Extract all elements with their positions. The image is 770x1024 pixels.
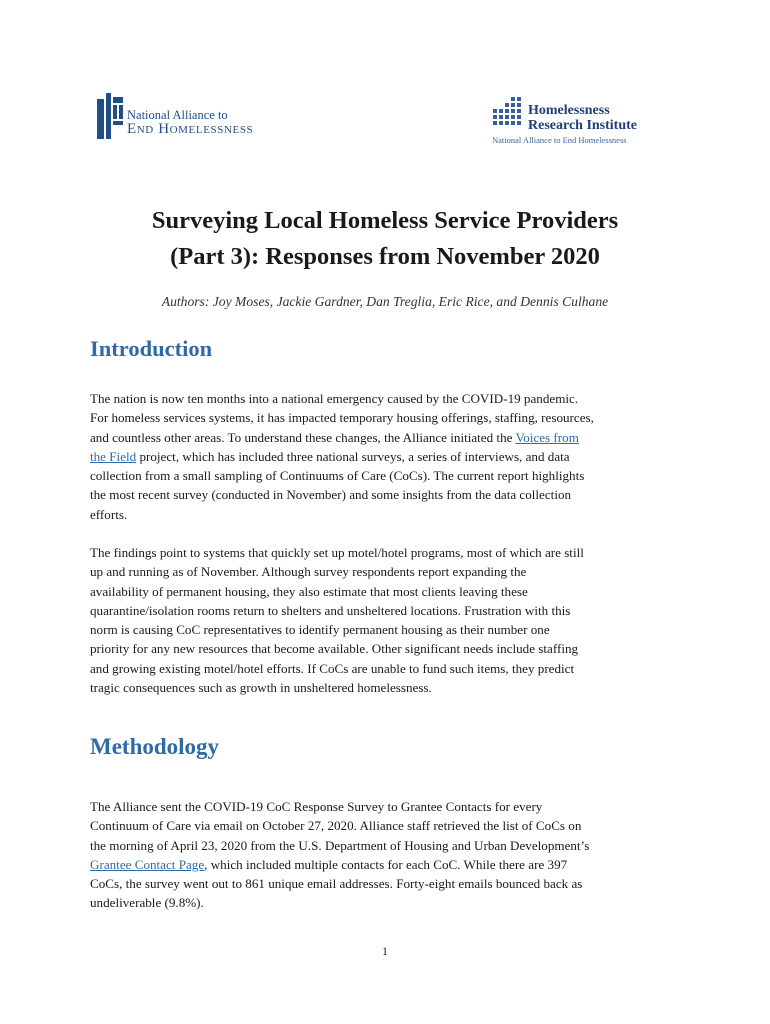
hri-line1: Homelessness bbox=[528, 103, 610, 118]
voices-from-the-field-link-part1[interactable]: Voices from bbox=[515, 429, 579, 445]
authors-line: Authors: Joy Moses, Jackie Gardner, Dan Treglia, Eric Rice, and Dennis Culhane bbox=[161, 294, 609, 309]
hri-logo bbox=[491, 97, 681, 145]
title-line2: (Part 3): Responses from November 2020 bbox=[170, 243, 600, 270]
hri-wordmark bbox=[528, 103, 637, 134]
introduction-paragraph-1: The nation is now ten months into a national emergency caused by the COVID-19 pandemic. For homeless services systems, it has impacted temporary housing offerings, staffing, resources, and countless other areas. To understand these changes, the Alliance initiated the Voices from the Field project, which has included three national surveys, a series of interviews, and data collection from a small sampling of Continuums of Care (CoCs). The current report highlights the most recent survey (conducted in November) and some insights from the data collection efforts. bbox=[90, 391, 594, 522]
methodology-heading: Methodology bbox=[90, 734, 220, 759]
page-number: 1 bbox=[382, 944, 388, 958]
methodology-paragraph: The Alliance sent the COVID-19 CoC Response Survey to Grantee Contacts for every Continuum of Care via email on October 27, 2020. Alliance staff retrieved the list of CoCs on the morning of April 23, 2020 from the U.S. Department of Housing and Urban Development’s Grantee Contact Page, which included multiple contacts for each CoC. While there are 397 CoCs, the survey went out to 861 unique email addresses. Forty-eight emails bounced back as undeliverable (9.8%). bbox=[90, 799, 590, 911]
hri-subtitle: National Alliance to End Homelessness bbox=[492, 135, 627, 145]
document-title bbox=[90, 203, 680, 275]
title-line1: Surveying Local Homeless Service Providers bbox=[151, 207, 619, 234]
grantee-contact-page-link[interactable]: Grantee Contact Page bbox=[90, 856, 205, 872]
hri-dot-grid-icon bbox=[491, 97, 525, 131]
voices-from-the-field-link-part2[interactable]: the Field bbox=[90, 448, 137, 464]
naeh-wordmark bbox=[127, 109, 253, 138]
naeh-line1: National Alliance to bbox=[127, 108, 228, 122]
naeh-line2: End Homelessness bbox=[127, 121, 254, 138]
naeh-logo bbox=[97, 93, 287, 139]
introduction-paragraph-2: The findings point to systems that quickly set up motel/hotel programs, most of which are still up and running as of November. Although survey respondents report expanding the availability of permanent housing, they also estimate that most clients leaving these quarantine/isolation rooms return to shelters and unsheltered locations. Frustration with this norm is causing CoC representatives to identify permanent housing as their number one priority for any new resources that become available. Other significant needs include staffing and growing existing motel/hotel efforts. If CoCs are unable to fund such items, they predict tragic consequences such as growth in unsheltered homelessness. bbox=[90, 545, 584, 696]
hri-line2: Research Institute bbox=[528, 118, 638, 134]
introduction-heading: Introduction bbox=[90, 336, 213, 361]
naeh-building-icon bbox=[97, 93, 125, 139]
